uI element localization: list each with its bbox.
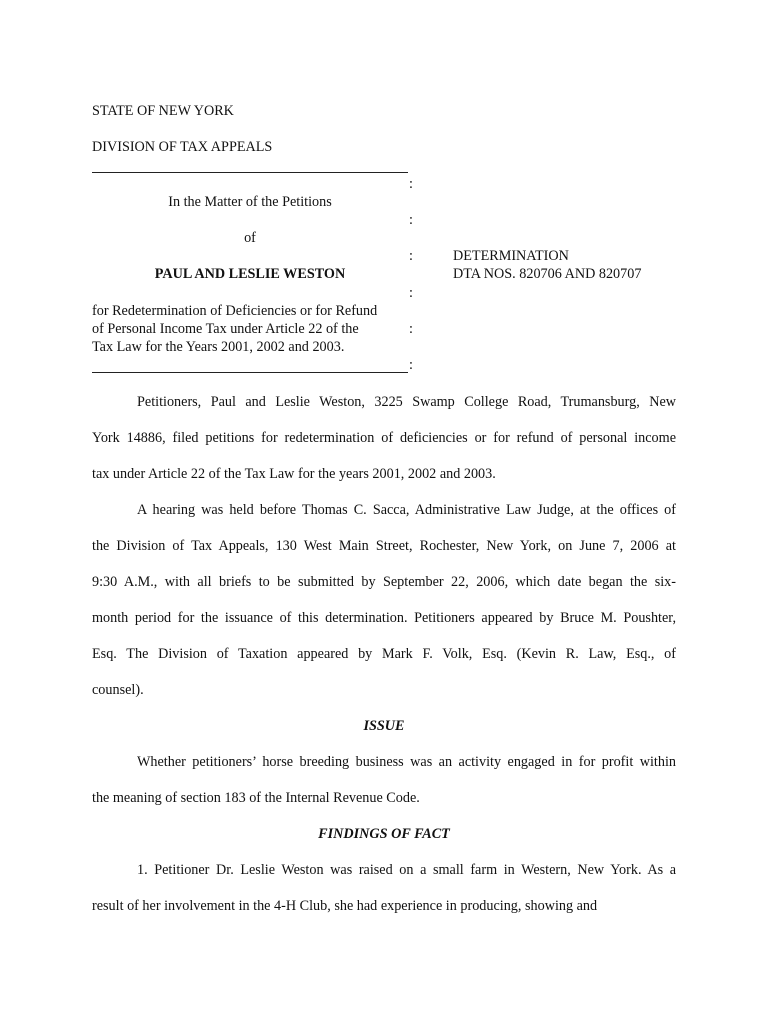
caption-colon: : — [409, 212, 413, 228]
caption-top-rule — [92, 172, 408, 173]
paragraph-line: 1. Petitioner Dr. Leslie Weston was raised on a small farm in Western, New York. As a — [137, 862, 676, 878]
caption-colon: : — [409, 285, 413, 301]
dta-numbers: DTA NOS. 820706 AND 820707 — [453, 266, 642, 282]
of-line: of — [244, 230, 256, 246]
matter-line: In the Matter of the Petitions — [168, 194, 332, 210]
state-header: STATE OF NEW YORK — [92, 103, 234, 119]
paragraph-line: A hearing was held before Thomas C. Sacca, Administrative Law Judge, at the offices of — [137, 502, 676, 518]
determination-label: DETERMINATION — [453, 248, 569, 264]
caption-bottom-rule — [92, 372, 408, 373]
paragraph-line: 9:30 A.M., with all briefs to be submitted by September 22, 2006, which date began the six- — [92, 574, 676, 590]
paragraph-line: York 14886, filed petitions for redetermination of deficiencies or for refund of personal income — [92, 430, 676, 446]
paragraph-line: the meaning of section 183 of the Internal Revenue Code. — [92, 790, 420, 806]
purpose-line: for Redetermination of Deficiencies or for Refund — [92, 303, 378, 319]
purpose-line: of Personal Income Tax under Article 22 of the — [92, 321, 359, 337]
paragraph-line: tax under Article 22 of the Tax Law for the years 2001, 2002 and 2003. — [92, 466, 496, 482]
paragraph-line: Whether petitioners’ horse breeding business was an activity engaged in for profit within — [137, 754, 676, 770]
petitioner-names: PAUL AND LESLIE WESTON — [154, 266, 346, 282]
paragraph-line: Petitioners, Paul and Leslie Weston, 3225 Swamp College Road, Trumansburg, New — [137, 394, 676, 410]
findings-heading: FINDINGS OF FACT — [318, 826, 450, 842]
paragraph-line: month period for the issuance of this determination. Petitioners appeared by Bruce M. Poushter, — [92, 610, 676, 626]
caption-colon: : — [409, 357, 413, 373]
division-header: DIVISION OF TAX APPEALS — [92, 139, 273, 155]
issue-heading: ISSUE — [363, 718, 405, 734]
paragraph-line: the Division of Tax Appeals, 130 West Main Street, Rochester, New York, on June 7, 2006 at — [92, 538, 676, 554]
caption-colon: : — [409, 248, 413, 264]
purpose-line: Tax Law for the Years 2001, 2002 and 2003. — [92, 339, 345, 355]
caption-colon: : — [409, 176, 413, 192]
paragraph-line: result of her involvement in the 4-H Club, she had experience in producing, showing and — [92, 898, 598, 914]
caption-colon: : — [409, 321, 413, 337]
paragraph-line: Esq. The Division of Taxation appeared by Mark F. Volk, Esq. (Kevin R. Law, Esq., of — [92, 646, 676, 662]
paragraph-line: counsel). — [92, 682, 144, 698]
